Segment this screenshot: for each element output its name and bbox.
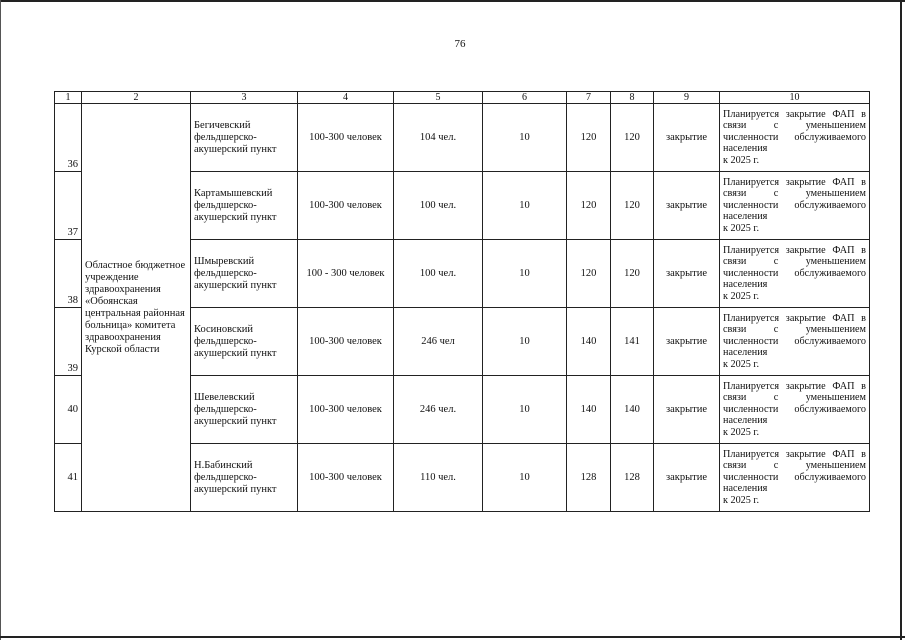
planned-action: закрытие (654, 376, 720, 444)
col8-value: 128 (611, 444, 654, 512)
facility-name: Бегичевский фельдшерско-акушерский пункт (191, 104, 298, 172)
header-cell: 6 (483, 92, 567, 104)
note-text: Планируется закрытие ФАП в связи с уменьшением численности обслуживаемого населения (723, 176, 866, 223)
col8-value: 120 (611, 104, 654, 172)
row-number: 38 (55, 240, 82, 308)
col7-value: 140 (567, 376, 611, 444)
organization-cell: Областное бюджетное учреждение здравоохранения «Обоянская центральная районная больница» комитета здравоохранения Курской области (82, 104, 191, 512)
note-text: Планируется закрытие ФАП в связи с уменьшением численности обслуживаемого населения (723, 312, 866, 359)
page-number: 76 (454, 38, 466, 50)
col6-value: 10 (483, 376, 567, 444)
note-end: к 2025 г. (723, 494, 759, 506)
header-cell: 2 (82, 92, 191, 104)
col6-value: 10 (483, 172, 567, 240)
population-served: 110 чел. (394, 444, 483, 512)
page-border-right (900, 0, 902, 640)
header-cell: 7 (567, 92, 611, 104)
planned-action: закрытие (654, 444, 720, 512)
note-end: к 2025 г. (723, 290, 759, 302)
header-row (55, 92, 870, 104)
col6-value: 10 (483, 444, 567, 512)
col8-value: 140 (611, 376, 654, 444)
page-border-left (0, 0, 1, 640)
population-norm: 100-300 человек (298, 172, 394, 240)
population-served: 246 чел. (394, 376, 483, 444)
page-border-bottom (0, 636, 905, 638)
note-text: Планируется закрытие ФАП в связи с уменьшением численности обслуживаемого населения (723, 380, 866, 427)
population-norm: 100-300 человек (298, 376, 394, 444)
header-cell: 5 (394, 92, 483, 104)
facility-name: Косиновский фельдшерско-акушерский пункт (191, 308, 298, 376)
note-cell (720, 444, 870, 512)
population-norm: 100 - 300 человек (298, 240, 394, 308)
header-cell: 8 (611, 92, 654, 104)
facility-name: Картамышевский фельдшерско-акушерский пункт (191, 172, 298, 240)
planned-action: закрытие (654, 240, 720, 308)
col6-value: 10 (483, 308, 567, 376)
population-norm: 100-300 человек (298, 308, 394, 376)
col6-value: 10 (483, 240, 567, 308)
planned-action: закрытие (654, 172, 720, 240)
facility-name: Шевелевский фельдшерско-акушерский пункт (191, 376, 298, 444)
facilities-table (54, 91, 870, 512)
note-cell (720, 308, 870, 376)
row-number: 36 (55, 104, 82, 172)
note-text: Планируется закрытие ФАП в связи с уменьшением численности обслуживаемого населения (723, 448, 866, 495)
header-cell: 10 (720, 92, 870, 104)
note-text: Планируется закрытие ФАП в связи с уменьшением численности обслуживаемого населения (723, 244, 866, 291)
facility-name: Н.Бабинский фельдшерско-акушерский пункт (191, 444, 298, 512)
header-cell: 3 (191, 92, 298, 104)
planned-action: закрытие (654, 104, 720, 172)
note-end: к 2025 г. (723, 358, 759, 370)
note-cell (720, 172, 870, 240)
col7-value: 120 (567, 240, 611, 308)
note-end: к 2025 г. (723, 426, 759, 438)
col7-value: 120 (567, 172, 611, 240)
page-border-top (0, 0, 905, 2)
header-cell: 1 (55, 92, 82, 104)
header-cell: 4 (298, 92, 394, 104)
note-cell (720, 240, 870, 308)
row-number: 37 (55, 172, 82, 240)
header-cell: 9 (654, 92, 720, 104)
col7-value: 140 (567, 308, 611, 376)
population-norm: 100-300 человек (298, 104, 394, 172)
note-end: к 2025 г. (723, 222, 759, 234)
population-served: 100 чел. (394, 172, 483, 240)
row-number: 40 (55, 376, 82, 444)
population-served: 100 чел. (394, 240, 483, 308)
population-served: 104 чел. (394, 104, 483, 172)
note-text: Планируется закрытие ФАП в связи с уменьшением численности обслуживаемого населения (723, 108, 866, 155)
population-norm: 100-300 человек (298, 444, 394, 512)
col7-value: 120 (567, 104, 611, 172)
row-number: 41 (55, 444, 82, 512)
row-number: 39 (55, 308, 82, 376)
planned-action: закрытие (654, 308, 720, 376)
facility-name: Шмыревский фельдшерско-акушерский пункт (191, 240, 298, 308)
table-row (55, 104, 870, 172)
note-cell (720, 376, 870, 444)
col8-value: 120 (611, 172, 654, 240)
col7-value: 128 (567, 444, 611, 512)
population-served: 246 чел (394, 308, 483, 376)
col6-value: 10 (483, 104, 567, 172)
col8-value: 120 (611, 240, 654, 308)
col8-value: 141 (611, 308, 654, 376)
note-end: к 2025 г. (723, 154, 759, 166)
note-cell (720, 104, 870, 172)
